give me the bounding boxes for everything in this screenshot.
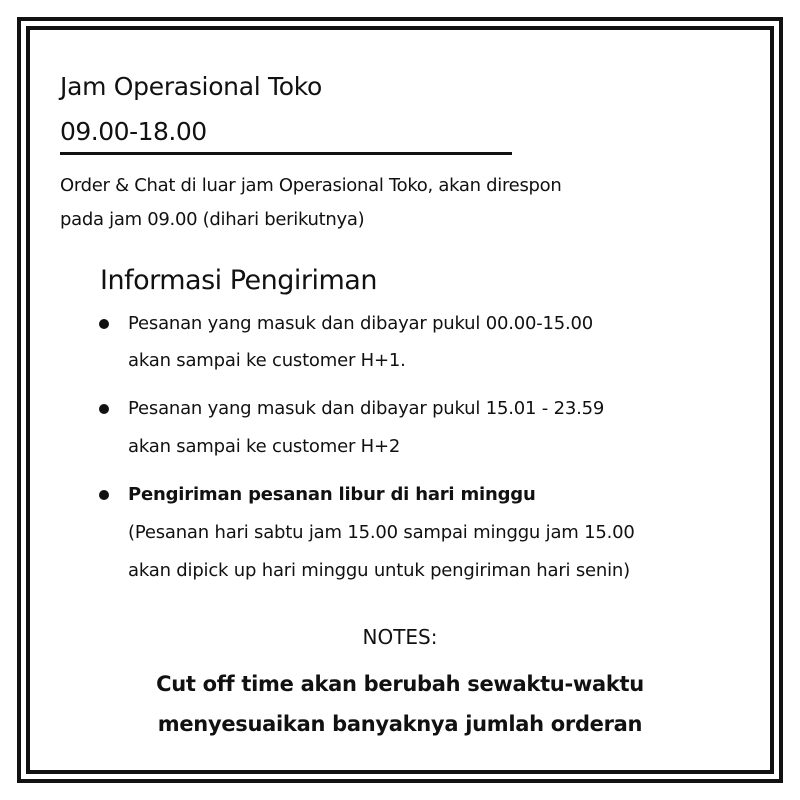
shipping-item-line: Pesanan yang masuk dan dibayar pukul 00.00-15.00: [128, 313, 594, 334]
hours-underline: [60, 152, 512, 155]
store-note-line: Order & Chat di luar jam Operasional Toko, akan direspon: [60, 175, 562, 196]
bullet-icon: [99, 404, 109, 414]
store-hours-value: 09.00-18.00: [60, 117, 207, 146]
shipping-info-title: Informasi Pengiriman: [100, 265, 377, 296]
shipping-item-line: Pengiriman pesanan libur di hari minggu: [128, 484, 536, 505]
shipping-item-line: akan sampai ke customer H+1.: [128, 350, 406, 371]
bullet-icon: [99, 490, 109, 500]
shipping-item-line: Pesanan yang masuk dan dibayar pukul 15.01 - 23.59: [128, 398, 605, 419]
notes-heading: NOTES:: [362, 625, 438, 649]
notes-line: menyesuaikan banyaknya jumlah orderan: [157, 712, 643, 736]
store-hours-title: Jam Operasional Toko: [60, 72, 323, 101]
shipping-item-line: akan dipick up hari minggu untuk pengiriman hari senin): [128, 560, 630, 581]
notes-line: Cut off time akan berubah sewaktu-waktu: [156, 672, 644, 696]
shipping-item-line: (Pesanan hari sabtu jam 15.00 sampai minggu jam 15.00: [128, 522, 635, 543]
store-note-line: pada jam 09.00 (dihari berikutnya): [60, 209, 365, 230]
shipping-item-line: akan sampai ke customer H+2: [128, 436, 401, 457]
bullet-icon: [99, 319, 109, 329]
